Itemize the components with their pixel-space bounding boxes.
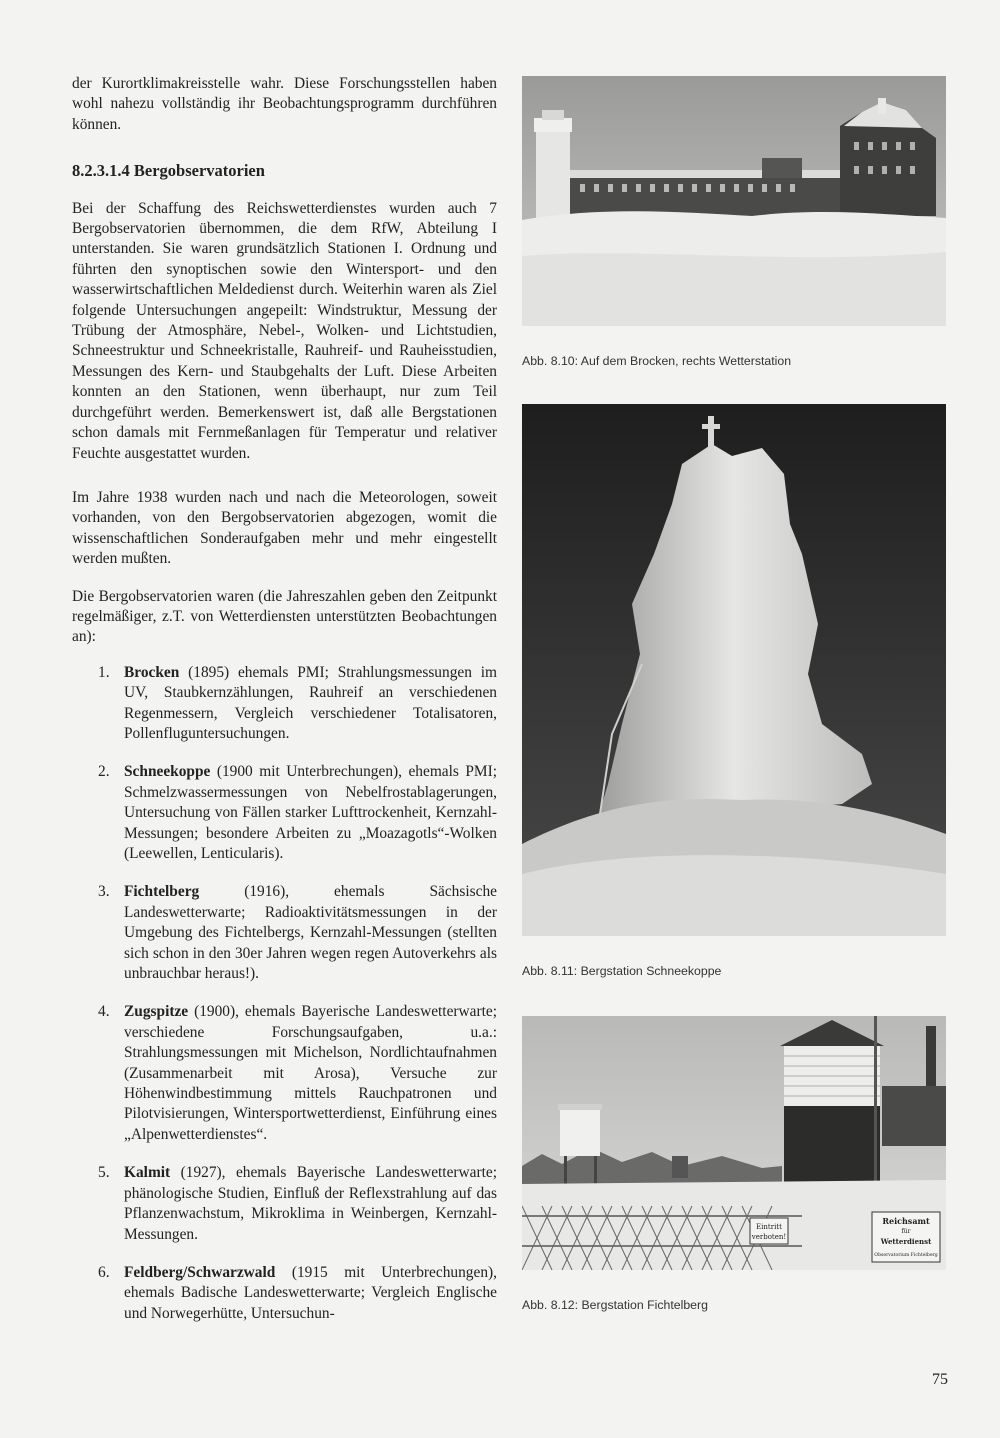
observatory-text: (1900), ehemals Bayerische Landeswetterwarte; verschiedene Forschungsaufgaben, u.a.: Strahlungsmessungen mit Michelson, Nordlichtaufnahmen (Zusammenarbeit mit Arosa), Versuche zur Höhenwindbestimmung mittels Rauchpatronen und Pilotvisierungen, Wintersportwetterdienst, Einführung eines „Alpenwetterdienstes“. (124, 1003, 497, 1143)
list-number: 6. (98, 1263, 110, 1281)
paragraph-3: Die Bergobservatorien waren (die Jahreszahlen geben den Zeitpunkt regelmäßiger, z.T. von Wetterdiensten unterstützten Beobachtungen an): (72, 587, 497, 646)
figure-brocken (522, 76, 946, 368)
observatory-name: Zugspitze (124, 1003, 189, 1021)
observatory-name: Schneekoppe (124, 763, 211, 781)
list-number: 1. (98, 663, 110, 681)
observatory-text: (1916), ehemals Sächsische Landeswetterwarte; Radioaktivitätsmessungen in der Umgebung des Fichtelbergs, Kernzahl-Messungen (stellten sich schon in den 30er Jahren wegen regen Autoverkehrs als unbrauchbar heraus!). (124, 883, 497, 983)
paragraph-2: Im Jahre 1938 wurden nach und nach die Meteorologen, soweit vorhanden, von den Bergobservatorien abgezogen, womit die wissenschaftlichen Sonderaufgaben mehr und mehr eingestellt werden mußten. (72, 488, 497, 568)
observatory-text: (1895) ehemals PMI; Strahlungsmessungen im UV, Staubkernzählungen, Rauhreif an verschiedenen Regenmessern, Vergleich verschiedener Totalisatoren, Pollenfluguntersuchungen. (124, 663, 497, 742)
list-item (72, 882, 497, 984)
sign-right-line-2: für (901, 1228, 911, 1235)
list-item (72, 1002, 497, 1145)
fichtelberg-photo (522, 1016, 946, 1270)
list-number: 2. (98, 763, 110, 781)
section-heading: 8.2.3.1.4 Bergobservatorien (72, 161, 265, 181)
schneekoppe-photo (522, 404, 946, 936)
observatory-name: Brocken (124, 663, 180, 681)
figure-caption: Abb. 8.12: Bergstation Fichtelberg (522, 1298, 708, 1312)
sign-left-line-1: Eintritt (756, 1223, 782, 1231)
figure-caption: Abb. 8.11: Bergstation Schneekoppe (522, 964, 722, 978)
sign-right-line-1: Reichsamt (882, 1216, 930, 1226)
list-item (72, 663, 497, 745)
sign-right-line-4: Observatorium Fichtelberg (874, 1253, 938, 1258)
brocken-photo (522, 76, 946, 326)
intro-paragraph: der Kurortklimakreisstelle wahr. Diese Forschungsstellen haben wohl nahezu vollständig ihr Beobachtungsprogramm durchführen können. (72, 75, 497, 133)
figure-schneekoppe (522, 404, 946, 978)
observatory-text: (1915 mit Unterbrechungen), ehemals Badische Landeswetterwarte; Vergleich Englische und Norwegerhütte, Untersuchun- (124, 1263, 497, 1322)
observatory-name: Feldberg/Schwarzwald (124, 1263, 276, 1281)
list-number: 3. (98, 883, 110, 901)
text-column (72, 74, 497, 1342)
sign-left-line-2: verboten! (751, 1233, 787, 1241)
list-item (72, 762, 497, 864)
observatory-text: (1927), ehemals Bayerische Landeswetterwarte; phänologische Studien, Einfluß der Reflexstrahlung auf das Pflanzenwachstum, Mikroklima in Weinbergen, Kernzahl-Messungen. (124, 1164, 497, 1243)
list-item (72, 1263, 497, 1324)
sign-right-line-3: Wetterdienst (880, 1237, 932, 1246)
observatory-text: (1900 mit Unterbrechungen), ehemals PMI; Schmelzwassermessungen von Nebelfrostablagerungen, Untersuchung von Fällen starker Lufttrockenheit, Kernzahl-Messungen; besondere Arbeiten zu „Moazagotls“-Wolken (Leewellen, Lenticularis). (124, 763, 497, 862)
paragraph-1: Bei der Schaffung des Reichswetterdienstes wurden auch 7 Bergobservatorien übernommen, die dem RfW, Abteilung I unterstanden. Sie waren grundsätzlich Stationen I. Ordnung und führten den synoptischen sowie den Wintersport- und den wasserwirtschaftlichen Meldedienst durch. Weiterhin waren als Ziel folgende Untersuchungen angepeilt: Windstruktur, Messung der Trübung der Atmosphäre, Nebel-, Wolken- und Lichtstudien, Schneestruktur und Schneekristalle, Rauhreif- und Rauheisstudien, Messungen des Kern- und Staubgehalts der Luft. Diese Arbeiten konnten an den Stationen, wenn überhaupt, nur zum Teil durchgeführt werden. Bemerkenswert ist, daß alle Bergstationen schon damals mit Fernmeßanlagen für Temperatur und relativer Feuchte ausgestattet wurden. (72, 199, 497, 462)
list-number: 4. (98, 1003, 110, 1021)
figure-fichtelberg (522, 1016, 946, 1312)
observatory-name: Kalmit (124, 1164, 171, 1182)
list-number: 5. (98, 1164, 110, 1182)
page-number: 75 (932, 1371, 948, 1388)
observatory-list (72, 663, 497, 1324)
list-item (72, 1163, 497, 1245)
figure-caption: Abb. 8.10: Auf dem Brocken, rechts Wetterstation (522, 354, 792, 368)
observatory-name: Fichtelberg (124, 883, 200, 901)
